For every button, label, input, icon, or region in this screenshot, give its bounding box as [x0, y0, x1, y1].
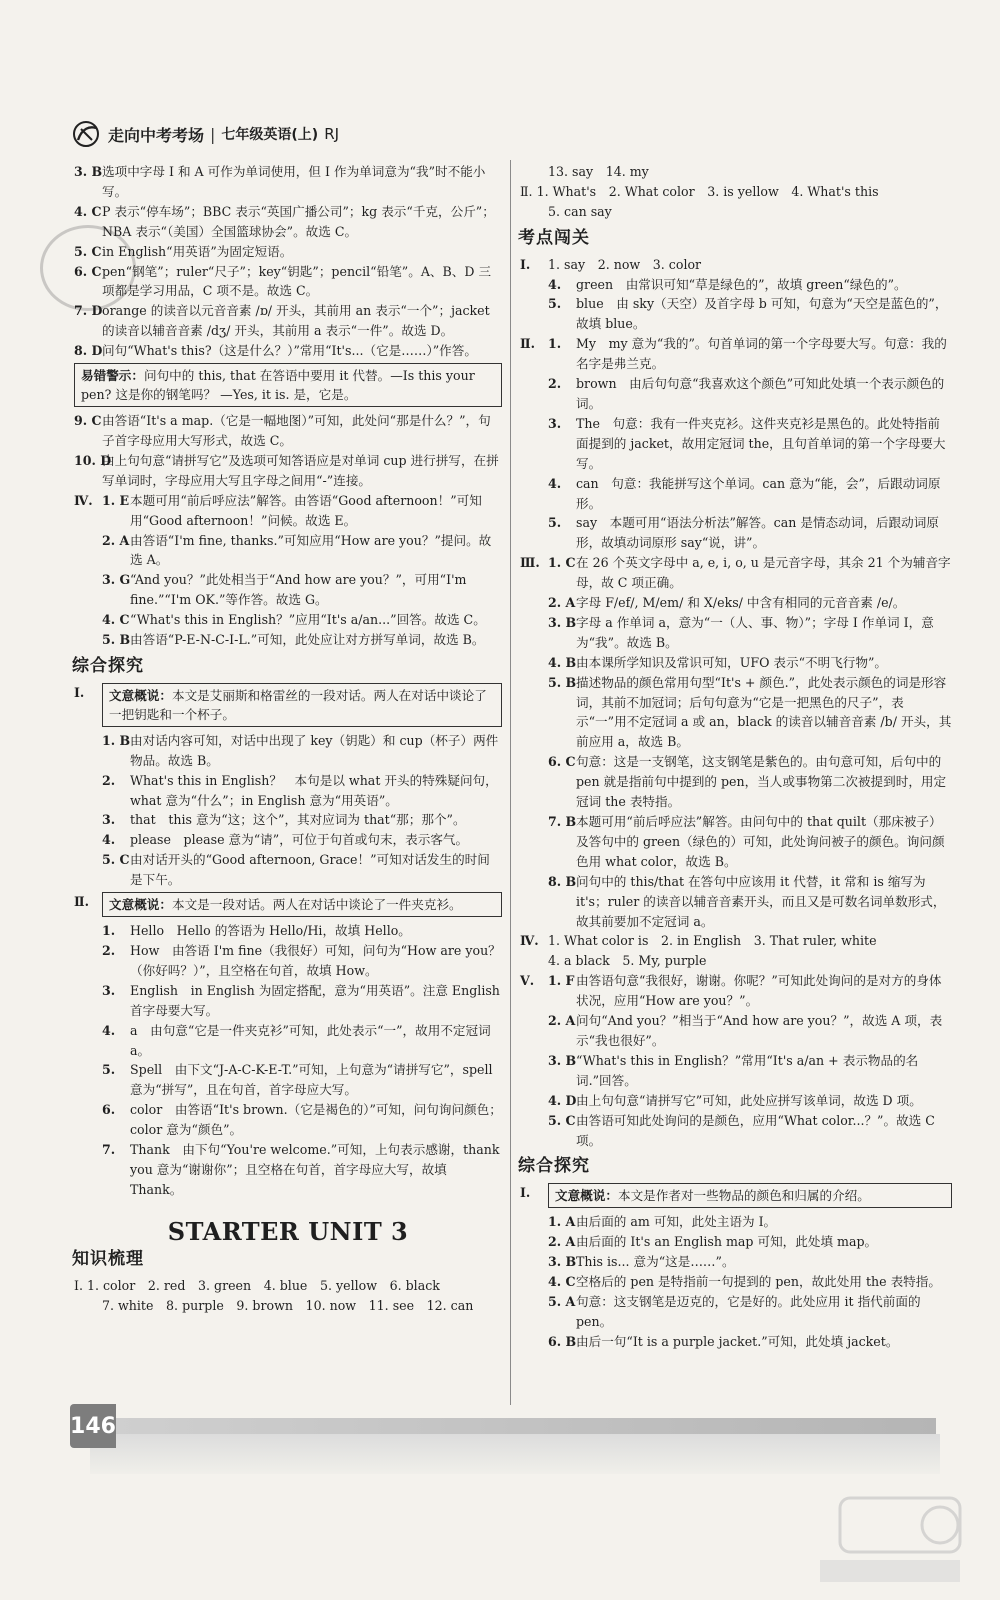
- answer-item: [548, 414, 952, 474]
- answer-item: [102, 731, 502, 771]
- item-text: 本题可用“前后呼应法”解答。由问句中的 that quilt（那床被子）及答句中的 green（绿色的）可知，此处询问被子的颜色。询问颜色用 what color，故选 B。: [576, 814, 945, 869]
- item-text: orange 的读音以元音音素 /ɒ/ 开头，其前用 an 表示“一个”；jacket 的读音以辅音音素 /dʒ/ 开头，其前用 a 表示“一件”。故选 D。: [102, 303, 490, 339]
- item-number: 10. D: [74, 452, 112, 468]
- answer-item: [548, 513, 952, 553]
- item-number: 2. A: [102, 532, 130, 548]
- page-number: 146: [70, 1404, 116, 1448]
- answer-item: [102, 1100, 502, 1140]
- answer-item: [102, 981, 502, 1021]
- item-number: 3. B: [74, 164, 103, 179]
- item-number: 4. D: [548, 1092, 577, 1108]
- answer-item: [548, 374, 952, 414]
- item-text: 由后面的 It's an English map 可知，此处填 map。: [576, 1234, 878, 1250]
- item-text: 问句“And you？”相当于“And how are you？”，故选 A 项，表示“我也很好”。: [576, 1013, 943, 1048]
- item-text: 由上句句意“请拼写它”及选项可知答语应是对单词 cup 进行拼写，在拼写单词时，字母应用大写且字母之间用“-”连接。: [102, 452, 499, 488]
- section-title: 综合探究: [72, 655, 144, 676]
- item-number: 8. B: [548, 873, 577, 889]
- answer-item: [74, 451, 502, 491]
- group-numeral: Ⅰ.: [74, 684, 85, 700]
- group-numeral: Ⅱ.: [74, 894, 89, 910]
- group-numeral: Ⅱ.: [520, 336, 535, 352]
- answer-item: [74, 242, 502, 262]
- item-text: “What's this in English？”应用“It's a/an...”回答。故选 C。: [130, 612, 486, 628]
- item-text: 由后面的 am 可知，此处主语为 I。: [576, 1214, 777, 1230]
- answer-item: [548, 1292, 952, 1332]
- item-text: How 由答语 I'm fine（我很好）可知，问句为“How are you？（你好吗？）”，且空格在句首，故填 How。: [130, 943, 501, 978]
- item-number: 6. B: [548, 1333, 577, 1349]
- item-text: 字母 F/ef/, M/em/ 和 X/eks/ 中含有相同的元音音素 /e/。: [576, 595, 906, 611]
- answer-row: 13. say 14. my: [548, 164, 649, 179]
- answer-item: [548, 872, 952, 932]
- answer-item: [548, 1252, 952, 1272]
- header-separator: |: [210, 124, 216, 144]
- item-number: 2.: [102, 943, 116, 958]
- answer-item: [102, 771, 502, 811]
- item-text: in English“用英语”为固定短语。: [102, 243, 293, 259]
- answer-item: [74, 301, 502, 341]
- column-divider: [510, 160, 511, 1405]
- group-i: [520, 255, 952, 335]
- answer-item: [548, 812, 952, 872]
- item-text: “And you？”此处相当于“And how are you？”，可用“I'm fine.”“I'm OK.”等作答。故选 G。: [130, 572, 467, 608]
- group-v: [520, 971, 952, 1150]
- group-iv: [520, 931, 952, 971]
- item-text: 空格后的 pen 是特指前一句提到的 pen，故此处用 the 表特指。: [576, 1274, 941, 1290]
- item-text: can 句意：我能拼写这个单词。can 意为“能，会”，后跟动词原形。: [576, 475, 941, 511]
- item-number: 1. B: [102, 732, 131, 748]
- item-number: 1.: [102, 923, 116, 939]
- item-number: 2. A: [548, 595, 576, 611]
- item-number: 3.: [548, 415, 562, 431]
- summary-text: 本文是作者对一些物品的颜色和归属的介绍。: [617, 1188, 870, 1204]
- group-numeral: Ⅳ.: [74, 492, 93, 508]
- answer-item: [102, 570, 502, 610]
- answer-item: [74, 202, 502, 242]
- item-number: 4. C: [548, 1274, 576, 1290]
- item-number: 5. C: [74, 243, 102, 259]
- unit-title: STARTER UNIT 3: [167, 1216, 409, 1246]
- item-number: 7. B: [548, 814, 577, 829]
- item-number: 7.: [102, 1142, 116, 1158]
- group-numeral: Ⅳ.: [520, 933, 539, 949]
- item-text: 由上句句意“请拼写它”可知，此处应拼写该单词，故选 D 项。: [576, 1092, 922, 1108]
- answer-item: [548, 1232, 952, 1252]
- summary-label: 文意概说：: [109, 897, 172, 913]
- answer-item: [548, 553, 952, 593]
- answer-item: [548, 294, 952, 334]
- item-number: 3. G: [102, 572, 131, 588]
- answer-row: 1. What color is 2. in English 3. That ruler, white: [548, 933, 877, 949]
- item-text: brown 由后句句意“我喜欢这个颜色”可知此处填一个表示颜色的词。: [576, 376, 945, 411]
- item-number: 1. F: [548, 973, 575, 989]
- item-text: 选项中字母 I 和 A 可作为单词使用，但 I 作为单词意为“我”时不能小写。: [102, 164, 486, 199]
- answer-item: [102, 630, 502, 650]
- section-title: 知识梳理: [72, 1248, 144, 1269]
- item-text: say 本题可用“语法分析法”解答。can 是情态动词，后跟动词原形，故填动词原形 say“说，讲”。: [576, 515, 939, 551]
- answer-item: [548, 334, 952, 374]
- right-column: [520, 162, 952, 1352]
- item-text: Thank 由下句“You're welcome.”可知，上句表示感谢，thank you 意为“谢谢你”；且空格在句首，首字母应大写，故填 Thank。: [130, 1142, 500, 1197]
- answer-item: [102, 1140, 502, 1200]
- item-text: color 由答语“It's brown.（它是褐色的）”可知，问句询问颜色；color 意为“颜色”。: [130, 1102, 502, 1138]
- item-text: 由答语句意“我很好，谢谢。你呢？”可知此处询问的是对方的身体状况，应用“How are you？”。: [576, 973, 942, 1009]
- answer-site-watermark-icon: [800, 1490, 970, 1590]
- item-text: 描述物品的颜色常用句型“It's + 颜色.”，此处表示颜色的词是形容词，其前不加冠词；后句句意为“它是一把黑色的尺子”，表示“一”用不定冠词 a 或 an，black 的读音以辅音音素 /b/ 开头，其前应用 a，故选 B。: [576, 674, 952, 750]
- answer-row: Ⅰ. 1. color 2. red 3. green 4. blue 5. yellow 6. black: [74, 1277, 440, 1293]
- item-text: P 表示“停车场”；BBC 表示“英国广播公司”；kg 表示“千克，公斤”；NBA 表示“（美国）全国篮球协会”。故选 C。: [102, 203, 495, 239]
- item-text: 由答语“It's a map.（它是一幅地图）”可知，此处问“那是什么？”，句子首字母应用大写形式，故选 C。: [102, 413, 491, 448]
- item-text: What's this in English？ 本句是以 what 开头的特殊疑问句，what 意为“什么”；in English 意为“用英语”。: [130, 772, 498, 808]
- answer-item: [548, 752, 952, 812]
- item-number: 5. B: [548, 674, 577, 690]
- item-text: 句意：这支钢笔是迈克的，它是好的。此处应用 it 指代前面的 pen。: [576, 1293, 921, 1329]
- answer-item: [548, 1091, 952, 1111]
- item-number: 4.: [102, 832, 116, 848]
- answer-item: [102, 531, 502, 571]
- item-text: green 由常识可知“草是绿色的”，故填 green“绿色的”。: [576, 276, 907, 292]
- summary-text: 本文是艾丽斯和格雷丝的一段对话。两人在对话中谈论了一把钥匙和一个杯子。: [109, 687, 487, 722]
- item-number: 2. A: [548, 1013, 576, 1029]
- answer-item: [548, 593, 952, 613]
- item-text: that this 意为“这；这个”，其对应词为 that“那；那个”。: [130, 812, 466, 828]
- item-number: 6.: [102, 1102, 116, 1118]
- item-text: 由答语“I'm fine, thanks.”可知应用“How are you？”提问。故选 A。: [130, 532, 492, 568]
- item-number: 9. C: [74, 413, 102, 429]
- item-text: 句意：这是一支钢笔，这支钢笔是紫色的。由句意可知，后句中的 pen 就是指前句中提到的 pen，当人或事物第二次被提到时，用定冠词 the 表特指。: [576, 754, 947, 810]
- answer-item: [102, 850, 502, 890]
- item-number: 1.: [548, 336, 562, 352]
- series-title: 走向中考考场: [108, 125, 205, 145]
- answer-item: [102, 830, 502, 850]
- group-iii: [520, 553, 952, 931]
- answer-item: [102, 810, 502, 830]
- warning-text: 问句中的 this, that 在答语中要用 it 代替。—Is this your pen? 这是你的钢笔吗？ —Yes, it is. 是，它是。: [81, 368, 475, 403]
- item-text: 本题可用“前后呼应法”解答。由答语“Good afternoon！”可知用“Good afternoon！”问候。故选 E。: [130, 492, 482, 528]
- item-text: 由对话开头的“Good afternoon, Grace！”可知对话发生的时间是下午。: [130, 852, 490, 888]
- answer-item: [548, 1011, 952, 1051]
- item-number: 3. B: [548, 614, 577, 630]
- answer-row: Ⅱ. 1. What's 2. What color 3. is yellow 4. What's this: [520, 183, 879, 199]
- answer-item: [102, 610, 502, 630]
- answer-item: [548, 1051, 952, 1091]
- answer-row: 5. can say: [548, 203, 612, 219]
- item-text: blue 由 sky（天空）及首字母 b 可知，句意为“天空是蓝色的”，故填 blue。: [576, 296, 948, 332]
- answer-item: [548, 1111, 952, 1151]
- item-number: 2.: [548, 376, 562, 392]
- group-numeral: Ⅰ.: [520, 1185, 531, 1201]
- edition-label: RJ: [324, 125, 340, 143]
- answer-row: 7. white 8. purple 9. brown 10. now 11. see 12. can: [102, 1297, 474, 1313]
- item-number: 4.: [548, 475, 562, 491]
- answer-item: [74, 411, 502, 451]
- group-numeral: Ⅲ.: [520, 555, 540, 571]
- answer-item: [74, 262, 502, 302]
- page-header: [72, 116, 962, 152]
- item-number: 2. A: [548, 1234, 576, 1250]
- left-column: [74, 162, 502, 1315]
- item-text: The 句意：我有一件夹克衫。这件夹克衫是黑色的。此处特指前面提到的 jacket，故用定冠词 the，且句首单词的第一个字母要大写。: [576, 415, 946, 471]
- item-number: 1. A: [548, 1214, 576, 1230]
- answer-item: [548, 474, 952, 514]
- answer-item: [548, 613, 952, 653]
- summary-label: 文意概说：: [555, 1188, 618, 1204]
- item-number: 4. B: [548, 654, 577, 670]
- footer-shadow: [90, 1434, 940, 1474]
- answer-row: 4. a black 5. My, purple: [548, 953, 707, 969]
- answer-item: [102, 1021, 502, 1061]
- explore-part-2: [74, 892, 502, 1200]
- item-number: 5.: [548, 296, 562, 312]
- item-text: Spell 由下文“J-A-C-K-E-T.”可知，上句意为“请拼写它”，spell 意为“拼写”，且在句首，首字母应大写。: [130, 1062, 493, 1098]
- item-text: 由答语可知此处询问的是颜色，应用“What color...？”。故选 C 项。: [576, 1112, 935, 1148]
- answer-item: [548, 275, 952, 295]
- group-ii: [520, 334, 952, 553]
- item-text: 由本课所学知识及常识可知，UFO 表示“不明飞行物”。: [576, 654, 888, 670]
- answer-item: [548, 971, 952, 1011]
- footer-bar: [116, 1418, 936, 1434]
- item-number: 1. E: [102, 492, 130, 508]
- answer-row: 1. say 2. now 3. color: [548, 256, 702, 272]
- group-numeral: Ⅴ.: [520, 973, 535, 989]
- item-text: 由后一句“It is a purple jacket.”可知，此处填 jacket。: [576, 1333, 899, 1349]
- item-text: Hello Hello 的答语为 Hello/Hi，故填 Hello。: [130, 923, 411, 939]
- item-number: 3. B: [548, 1254, 577, 1270]
- item-number: 2.: [102, 772, 116, 788]
- item-number: 5. C: [548, 1112, 576, 1128]
- item-text: This is... 意为“这是……”。: [576, 1254, 735, 1270]
- book-subtitle: 七年级英语(上): [221, 127, 319, 143]
- answer-item: [74, 162, 502, 202]
- item-text: 在 26 个英文字母中 a, e, i, o, u 是元音字母，其余 21 个为辅音字母，故 C 项正确。: [576, 555, 951, 591]
- answer-item: [548, 1212, 952, 1232]
- item-number: 4.: [548, 276, 562, 292]
- item-number: 5.: [548, 515, 562, 531]
- item-number: 6. C: [74, 263, 102, 279]
- answer-item: [102, 491, 502, 531]
- item-number: 7. D: [74, 303, 103, 319]
- item-text: 问句中的 this/that 在答句中应该用 it 代替，it 常和 is 缩写为 it's；ruler 的读音以辅音音素开头，而且又是可数名词单数形式，故其前要加不定冠词 a。: [576, 873, 946, 929]
- item-number: 4. C: [74, 203, 102, 219]
- group-iv: [74, 491, 502, 650]
- item-number: 3.: [102, 982, 116, 998]
- answer-item: [74, 341, 502, 361]
- item-text: 由答语“P-E-N-C-I-L.”可知，此处应让对方拼写单词，故选 B。: [130, 632, 485, 648]
- item-text: pen“钢笔”；ruler“尺子”；key“钥匙”；pencil“铅笔”。A、B、D 三项都是学习用品，C 项不是。故选 C。: [102, 263, 492, 299]
- item-number: 3.: [102, 812, 116, 828]
- summary-text: 本文是一段对话。两人在对话中谈论了一件夹克衫。: [171, 897, 462, 913]
- item-number: 5. C: [102, 852, 130, 868]
- answer-item: [102, 941, 502, 981]
- item-number: 6. C: [548, 754, 576, 770]
- item-number: 5.: [102, 1062, 116, 1078]
- warning-box: [74, 363, 502, 407]
- answer-item: [548, 673, 952, 753]
- item-number: 3. B: [548, 1052, 577, 1068]
- item-number: 4.: [102, 1022, 116, 1038]
- summary-box: [102, 892, 502, 917]
- item-text: “What's this in English？”常用“It's a/an + 表示物品的名词.”回答。: [576, 1052, 919, 1088]
- item-number: 8. D: [74, 343, 103, 359]
- series-logo-icon: [72, 120, 100, 148]
- item-number: 5. B: [102, 632, 131, 648]
- item-number: 4. C: [102, 612, 130, 628]
- explore-part-1: [520, 1183, 952, 1351]
- explore-part-1: [74, 683, 502, 890]
- group-numeral: Ⅰ.: [520, 256, 531, 272]
- section-title: 考点闯关: [518, 227, 590, 248]
- answer-item: [548, 1332, 952, 1352]
- item-text: a 由句意“它是一件夹克衫”可知，此处表示“一”，故用不定冠词 a。: [130, 1022, 491, 1058]
- item-number: 1. C: [548, 555, 576, 571]
- warning-label: 易错警示：: [81, 368, 144, 384]
- item-text: 问句“What's this?（这是什么？）”常用“It's...（它是……）”作答。: [102, 343, 477, 359]
- answer-item: [102, 1060, 502, 1100]
- summary-box: [548, 1183, 952, 1208]
- item-text: 字母 a 作单词 a，意为“一（人、事、物）”；字母 I 作单词 I，意为“我”。故选 B。: [576, 614, 934, 650]
- answer-item: [548, 1272, 952, 1292]
- item-text: My my 意为“我的”。句首单词的第一个字母要大写。句意：我的名字是弗兰克。: [576, 336, 947, 372]
- answer-item: [548, 653, 952, 673]
- section-title: 综合探究: [518, 1156, 590, 1177]
- summary-label: 文意概说：: [109, 687, 172, 703]
- item-text: 由对话内容可知，对话中出现了 key（钥匙）和 cup（杯子）两件物品。故选 B。: [130, 732, 499, 768]
- answer-item: [102, 921, 502, 941]
- item-number: 5. A: [548, 1293, 576, 1309]
- summary-box: [102, 683, 502, 727]
- item-text: English in English 为固定搭配，意为“用英语”。注意 English 首字母要大写。: [130, 982, 500, 1018]
- item-text: please please 意为“请”，可位于句首或句末，表示客气。: [130, 832, 469, 848]
